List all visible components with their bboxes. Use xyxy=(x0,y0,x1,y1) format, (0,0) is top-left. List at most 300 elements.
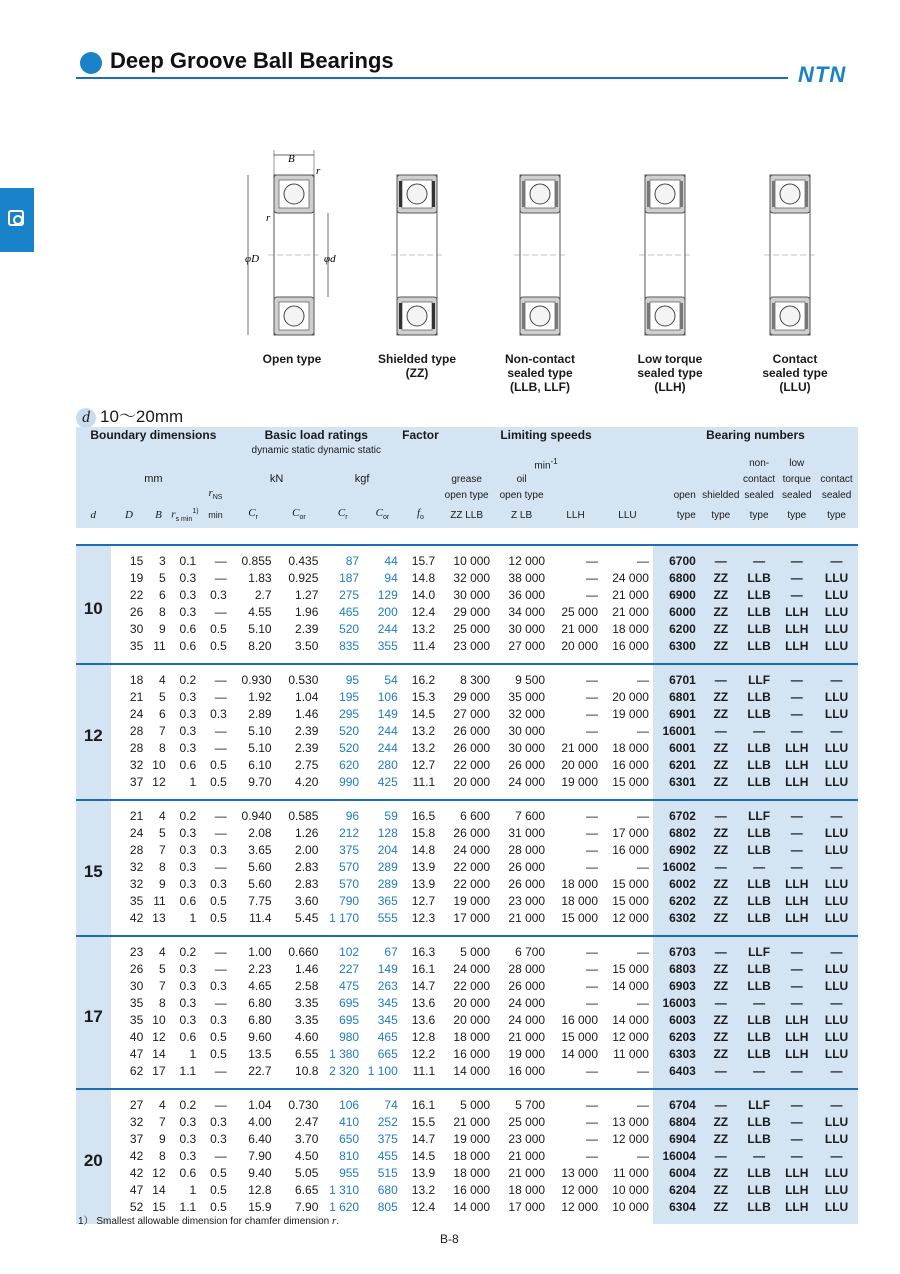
cell: 0.5 xyxy=(210,639,227,654)
table-row xyxy=(76,757,858,774)
cell: LLB xyxy=(740,1165,779,1182)
cell: — xyxy=(778,1114,815,1131)
cell: LLU xyxy=(815,893,858,910)
cell: 6302 xyxy=(653,910,702,936)
cell: 0.3 xyxy=(210,1132,227,1147)
cell: 2.83 xyxy=(295,860,319,875)
cell: 2.58 xyxy=(295,979,319,994)
cell: 35 xyxy=(129,996,144,1011)
cell: 5 xyxy=(158,690,166,705)
figure-contact-sealed-type xyxy=(764,175,816,335)
cell: 25 000 xyxy=(453,622,491,637)
table-row xyxy=(76,1063,858,1089)
size-range xyxy=(76,402,183,428)
cell: 0.3 xyxy=(210,843,227,858)
cell: 555 xyxy=(377,911,398,926)
cell: 200 xyxy=(377,605,398,620)
cell: 16.3 xyxy=(402,936,439,961)
cell: 1.00 xyxy=(231,936,276,961)
cell: 0.6 xyxy=(179,1166,197,1181)
cell: 810 xyxy=(339,1149,360,1164)
cell: — xyxy=(778,1131,815,1148)
cell: 18 000 xyxy=(453,1149,491,1164)
cell: 3.35 xyxy=(295,1013,319,1028)
cell: LLH xyxy=(778,1199,815,1224)
cell: 0.6 xyxy=(179,1030,197,1045)
cell: 365 xyxy=(377,894,398,909)
cell: 6803 xyxy=(653,961,702,978)
cell: 0.6 xyxy=(179,639,197,654)
cell: — xyxy=(740,545,779,570)
cell: 6903 xyxy=(653,978,702,995)
cell: 6403 xyxy=(653,1063,702,1089)
cell: 12 000 xyxy=(612,1132,649,1147)
cell: 16 000 xyxy=(453,1183,491,1198)
cell: 13.2 xyxy=(411,741,436,756)
cell: 4 xyxy=(147,1089,169,1114)
cell: LLU xyxy=(815,587,858,604)
cell: 4 xyxy=(147,800,169,825)
section-tab[interactable] xyxy=(0,188,34,252)
cell: 9 xyxy=(158,622,166,637)
cell: 620 xyxy=(339,758,360,773)
cell: 14 000 xyxy=(612,979,649,994)
cell: LLH xyxy=(778,1012,815,1029)
cell: — xyxy=(586,996,599,1011)
cell: 6.80 xyxy=(248,996,272,1011)
cell: 0.3 xyxy=(179,826,197,841)
table-row xyxy=(76,876,858,893)
cell: LLU xyxy=(815,706,858,723)
cell: 26 000 xyxy=(453,826,491,841)
cell: LLB xyxy=(740,570,779,587)
cell: 30 xyxy=(129,622,144,637)
cell: 12.7 xyxy=(411,894,436,909)
cell: LLB xyxy=(740,876,779,893)
cell: 16.1 xyxy=(402,1089,439,1114)
cell: — xyxy=(602,936,653,961)
header-gap xyxy=(76,528,858,545)
cell: 5.10 xyxy=(248,741,272,756)
cell: LLU xyxy=(815,757,858,774)
cell: 30 000 xyxy=(453,588,491,603)
cell: 6300 xyxy=(653,638,702,664)
table-row xyxy=(76,859,858,876)
cell: LLU xyxy=(815,1046,858,1063)
cell: 21 000 xyxy=(508,1030,546,1045)
cell: 18 000 xyxy=(612,741,649,756)
cell: ZZ xyxy=(702,757,740,774)
cell: 22 000 xyxy=(453,877,491,892)
cell: 4.55 xyxy=(248,605,272,620)
table-row xyxy=(76,1029,858,1046)
cell: ZZ xyxy=(702,570,740,587)
cell: LLU xyxy=(815,961,858,978)
cell: ZZ xyxy=(702,1029,740,1046)
cell: 0.5 xyxy=(210,1047,227,1062)
cell: 13.2 xyxy=(411,622,436,637)
cell: 6203 xyxy=(653,1029,702,1046)
cell: LLF xyxy=(740,800,779,825)
table-row xyxy=(76,1089,858,1114)
cell: 5.45 xyxy=(295,911,319,926)
cell: 13.6 xyxy=(411,1013,436,1028)
cell: 345 xyxy=(377,996,398,1011)
cell: — xyxy=(586,1149,599,1164)
table-row xyxy=(76,587,858,604)
cell: 263 xyxy=(377,979,398,994)
cell: LLB xyxy=(740,961,779,978)
cell: 20 000 xyxy=(612,690,649,705)
cell: 8 xyxy=(158,996,166,1011)
cell: ZZ xyxy=(702,1199,740,1224)
cell: — xyxy=(602,800,653,825)
cell: 9.60 xyxy=(248,1030,272,1045)
cell: 22 000 xyxy=(453,758,491,773)
cell: LLB xyxy=(740,842,779,859)
cell: 12.4 xyxy=(411,605,436,620)
cell: 570 xyxy=(339,877,360,892)
cell: — xyxy=(200,800,231,825)
bearing-table xyxy=(76,427,858,1224)
cell: 4.00 xyxy=(248,1115,272,1130)
cell: 3.35 xyxy=(295,996,319,1011)
cell: LLF xyxy=(740,664,779,689)
cell: 22 xyxy=(129,588,144,603)
cell: 16002 xyxy=(653,859,702,876)
cell: 5 000 xyxy=(439,936,494,961)
cell: — xyxy=(778,936,815,961)
cell: 26 xyxy=(129,605,144,620)
cell: 5.10 xyxy=(248,724,272,739)
cell: 21 000 xyxy=(561,622,599,637)
cell: — xyxy=(200,1089,231,1114)
cell: LLB xyxy=(740,893,779,910)
cell: 13.5 xyxy=(248,1047,272,1062)
table-row xyxy=(76,842,858,859)
cell: 16003 xyxy=(653,995,702,1012)
cell: 4 xyxy=(147,664,169,689)
cell: 695 xyxy=(339,996,360,1011)
cell: — xyxy=(778,1063,815,1089)
cell: 10 000 xyxy=(439,545,494,570)
cell: ZZ xyxy=(702,587,740,604)
cell: 21 000 xyxy=(612,605,649,620)
cell: — xyxy=(702,936,740,961)
cell: 212 xyxy=(339,826,360,841)
cell: — xyxy=(778,570,815,587)
brand-logo: NTN xyxy=(798,62,847,87)
cell: 2.39 xyxy=(295,741,319,756)
cell: 21 000 xyxy=(508,911,546,926)
cell: — xyxy=(586,588,599,603)
cell: 67 xyxy=(363,936,402,961)
cell: 13.2 xyxy=(411,724,436,739)
cell: 2.00 xyxy=(295,843,319,858)
cell: 13.6 xyxy=(411,996,436,1011)
cell: 805 xyxy=(377,1200,398,1215)
cell: 475 xyxy=(339,979,360,994)
cell: — xyxy=(740,1063,779,1089)
cell: — xyxy=(702,545,740,570)
cell: 106 xyxy=(322,1089,363,1114)
cell: — xyxy=(602,545,653,570)
cell: LLB xyxy=(740,587,779,604)
cell: LLU xyxy=(815,740,858,757)
cell: LLB xyxy=(740,774,779,800)
cell: 0.660 xyxy=(276,936,323,961)
cell: — xyxy=(815,1148,858,1165)
cell: 1.83 xyxy=(248,571,272,586)
cell: 410 xyxy=(339,1115,360,1130)
cell: 0.3 xyxy=(179,690,197,705)
cell: — xyxy=(702,1089,740,1114)
cell: — xyxy=(778,545,815,570)
table-row xyxy=(76,800,858,825)
cell: LLU xyxy=(815,876,858,893)
cell: 21 000 xyxy=(561,741,599,756)
cell: ZZ xyxy=(702,604,740,621)
cell: 345 xyxy=(377,1013,398,1028)
cell: 9.40 xyxy=(248,1166,272,1181)
cell: 1.1 xyxy=(179,1200,197,1215)
cell: — xyxy=(815,936,858,961)
cell: LLU xyxy=(815,1114,858,1131)
cell: LLH xyxy=(778,774,815,800)
cell: LLB xyxy=(740,621,779,638)
cell: LLB xyxy=(740,1046,779,1063)
cell: 0.3 xyxy=(179,1132,197,1147)
cell: 5.10 xyxy=(248,622,272,637)
cell: 8 300 xyxy=(439,664,494,689)
cell: — xyxy=(740,723,779,740)
cell: 18 xyxy=(111,664,148,689)
cell: 0.3 xyxy=(179,843,197,858)
cell: — xyxy=(702,859,740,876)
cell: 21 000 xyxy=(612,588,649,603)
cell: 26 000 xyxy=(508,860,546,875)
cell: LLH xyxy=(778,876,815,893)
cell: 680 xyxy=(377,1183,398,1198)
cell: — xyxy=(636,1064,649,1079)
cell: 12 000 xyxy=(561,1200,599,1215)
cell: — xyxy=(549,936,602,961)
cell: — xyxy=(815,664,858,689)
cell: 244 xyxy=(377,741,398,756)
cell: 1.46 xyxy=(295,707,319,722)
cell: 21 000 xyxy=(508,1166,546,1181)
cell: ZZ xyxy=(702,893,740,910)
cell: 0.5 xyxy=(210,911,227,926)
cell: 195 xyxy=(339,690,360,705)
cell: 20 000 xyxy=(453,775,491,790)
cell: 2.39 xyxy=(295,622,319,637)
cell: 12 xyxy=(152,775,166,790)
cell: — xyxy=(702,1148,740,1165)
cell: LLB xyxy=(740,604,779,621)
cell: 47 xyxy=(129,1047,144,1062)
cell: 21 xyxy=(129,690,144,705)
cell: — xyxy=(586,1115,599,1130)
bore-diameter: 15 xyxy=(76,800,111,936)
cell: ZZ xyxy=(702,1114,740,1131)
cell: LLU xyxy=(815,1012,858,1029)
cell: LLU xyxy=(815,1131,858,1148)
cell: 14.8 xyxy=(411,571,436,586)
cell: 19 000 xyxy=(453,1132,491,1147)
cell: 1.1 xyxy=(179,1064,197,1079)
cell: 22 000 xyxy=(453,979,491,994)
cell: 94 xyxy=(384,571,398,586)
table-row xyxy=(76,1012,858,1029)
cell: LLH xyxy=(778,621,815,638)
cell: ZZ xyxy=(702,961,740,978)
cell: 62 xyxy=(129,1064,144,1079)
cell: LLU xyxy=(815,978,858,995)
cell: 14 000 xyxy=(453,1200,491,1215)
cell: 3.60 xyxy=(295,894,319,909)
cell: 24 xyxy=(129,826,144,841)
cell: 11.1 xyxy=(412,1064,436,1079)
cell: — xyxy=(636,996,649,1011)
cell: LLB xyxy=(740,1029,779,1046)
figure-shielded-type xyxy=(391,175,443,335)
cell: — xyxy=(778,961,815,978)
cell: — xyxy=(778,706,815,723)
cell: 0.3 xyxy=(179,1149,197,1164)
cell: LLB xyxy=(740,1114,779,1131)
cell: 32 000 xyxy=(508,707,546,722)
table-row xyxy=(76,1046,858,1063)
cell: 23 000 xyxy=(453,639,491,654)
cell: — xyxy=(702,1063,740,1089)
cell: 6901 xyxy=(653,706,702,723)
dim-D: φD xyxy=(245,253,260,265)
caption-open-type: Open type xyxy=(262,352,322,366)
caption-contact-sealed: Contact sealed type (LLU) xyxy=(762,352,828,394)
table-row xyxy=(76,638,858,664)
cell: 18 000 xyxy=(612,622,649,637)
cell: 6003 xyxy=(653,1012,702,1029)
cell: 20 000 xyxy=(453,1013,491,1028)
cell: 19 000 xyxy=(453,894,491,909)
cell: — xyxy=(778,978,815,995)
cell: 6900 xyxy=(653,587,702,604)
cell: 52 xyxy=(129,1200,144,1215)
cell: 0.3 xyxy=(179,741,197,756)
cell: 10 000 xyxy=(612,1183,649,1198)
cell: 6202 xyxy=(653,893,702,910)
cell: 27 xyxy=(111,1089,148,1114)
cell: 1 170 xyxy=(329,911,360,926)
dim-B: B xyxy=(288,153,295,165)
table-row xyxy=(76,689,858,706)
cell: — xyxy=(214,724,227,739)
cell: — xyxy=(586,707,599,722)
cell: 695 xyxy=(339,1013,360,1028)
cell: 16001 xyxy=(653,723,702,740)
cell: 6201 xyxy=(653,757,702,774)
cell: — xyxy=(586,1132,599,1147)
cell: 6 600 xyxy=(439,800,494,825)
cell: ZZ xyxy=(702,910,740,936)
cell: 32 xyxy=(129,860,144,875)
cell: 19 xyxy=(129,571,144,586)
cell: 0.6 xyxy=(179,622,197,637)
cell: 16.1 xyxy=(411,962,436,977)
cell: 0.3 xyxy=(210,877,227,892)
cell: 14.5 xyxy=(411,1149,436,1164)
cell: 14.7 xyxy=(411,979,436,994)
cell: 835 xyxy=(339,639,360,654)
cell: 0.2 xyxy=(170,936,201,961)
cell: — xyxy=(586,860,599,875)
cell: 0.5 xyxy=(210,775,227,790)
cell: 15.9 xyxy=(248,1200,272,1215)
cell: LLH xyxy=(778,1182,815,1199)
cell: 96 xyxy=(322,800,363,825)
cell: 23 000 xyxy=(508,894,546,909)
cell: — xyxy=(778,859,815,876)
cell: 21 000 xyxy=(508,1149,546,1164)
cell: 27 000 xyxy=(508,639,546,654)
cell: 16 000 xyxy=(561,1013,599,1028)
cell: LLB xyxy=(740,825,779,842)
cell: 6904 xyxy=(653,1131,702,1148)
cell: 6704 xyxy=(653,1089,702,1114)
cell: — xyxy=(214,741,227,756)
cell: — xyxy=(778,587,815,604)
cell: 1.46 xyxy=(295,962,319,977)
cell: 6 xyxy=(158,707,166,722)
cell: 12 000 xyxy=(612,911,649,926)
header-row-1: Boundary dimensions Basic load ratings Factor Limiting speeds Bearing numbers xyxy=(76,427,858,444)
cell: 8 xyxy=(158,860,166,875)
cell: 129 xyxy=(377,588,398,603)
cell: 6.40 xyxy=(248,1132,272,1147)
cell: — xyxy=(214,962,227,977)
cell: 26 000 xyxy=(453,741,491,756)
cell: 2.89 xyxy=(248,707,272,722)
cell: 6000 xyxy=(653,604,702,621)
cell: 0.5 xyxy=(210,622,227,637)
cell: ZZ xyxy=(702,706,740,723)
cell: — xyxy=(549,1089,602,1114)
cell: 2.75 xyxy=(295,758,319,773)
cell: 0.5 xyxy=(210,1030,227,1045)
cell: LLU xyxy=(815,910,858,936)
cell: 244 xyxy=(377,622,398,637)
cell: LLH xyxy=(778,638,815,664)
cell: 13 xyxy=(152,911,166,926)
cell: 6 700 xyxy=(494,936,549,961)
cell: 13.2 xyxy=(411,1183,436,1198)
cell: 5.60 xyxy=(248,877,272,892)
cell: 15.8 xyxy=(411,826,436,841)
cell: 0.730 xyxy=(276,1089,323,1114)
cell: — xyxy=(815,859,858,876)
cell: 5 000 xyxy=(439,1089,494,1114)
cell: — xyxy=(778,995,815,1012)
cell: 102 xyxy=(322,936,363,961)
cell: 54 xyxy=(363,664,402,689)
cell: 14 000 xyxy=(561,1047,599,1062)
cell: 34 000 xyxy=(508,605,546,620)
cell: 0.3 xyxy=(210,1013,227,1028)
cell: LLU xyxy=(815,604,858,621)
table-row xyxy=(76,1165,858,1182)
cell: 2 320 xyxy=(329,1064,360,1079)
